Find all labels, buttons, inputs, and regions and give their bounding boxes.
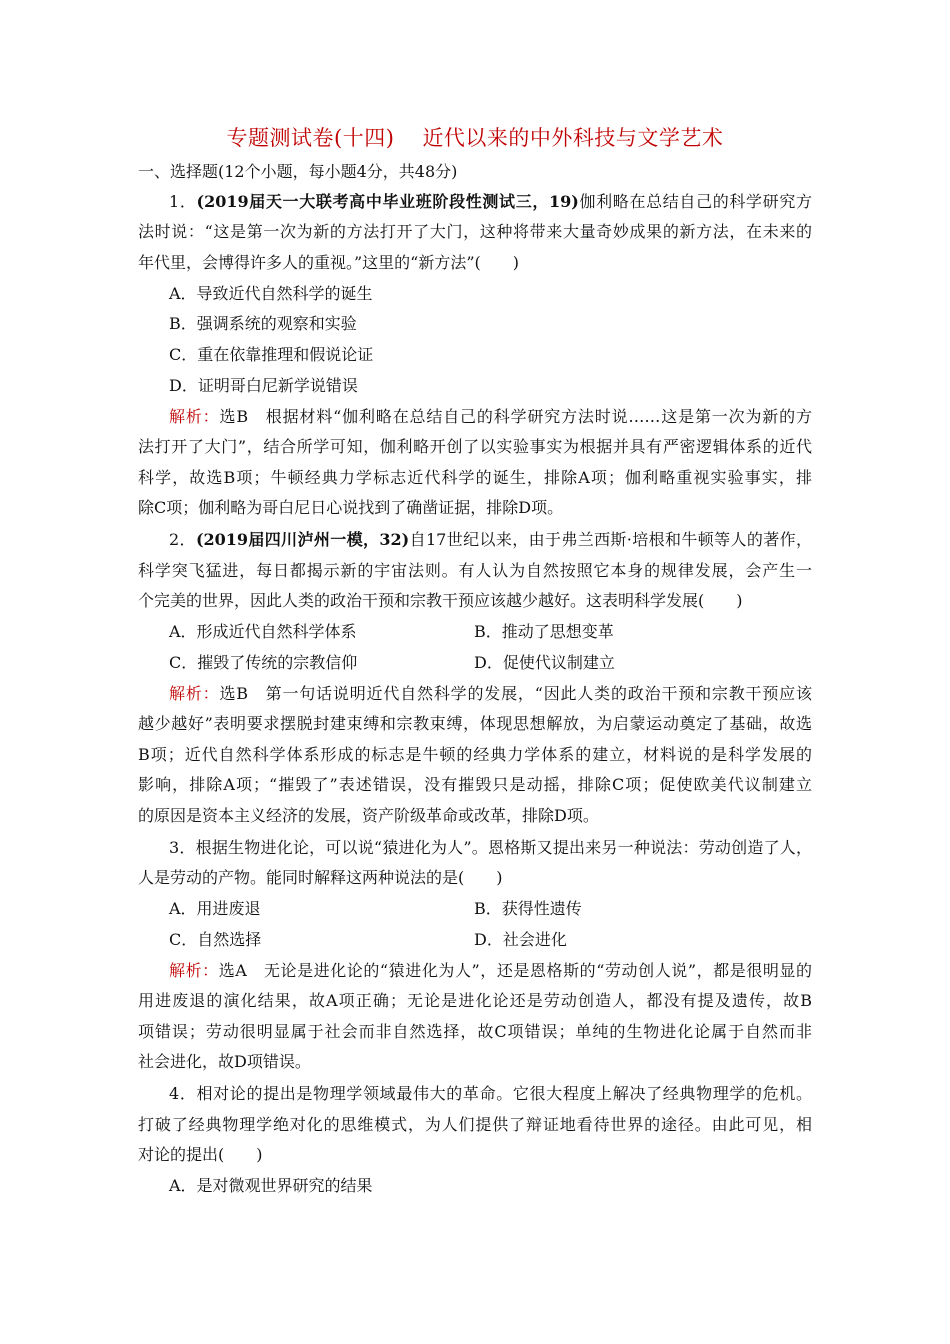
analysis-label: 解析： [169, 684, 220, 703]
q3-option-c: C．自然选择 [169, 930, 262, 949]
page-title [0, 122, 950, 152]
q2-analysis-line-5: 的原因是资本主义经济的发展，资产阶级革命或改革，排除D项。 [138, 806, 599, 825]
q1-option-d: D．证明哥白尼新学说错误 [169, 376, 358, 395]
q1-analysis-line-2: 法打开了大门”，结合所学可知，伽利略开创了以实验事实为根据并具有严密逻辑体系的近代 [138, 437, 812, 456]
q2-option-b: B．推动了思想变革 [474, 622, 614, 641]
q2-option-c: C．摧毁了传统的宗教信仰 [169, 653, 358, 672]
q2-source: (2019届四川泸州一模，32) [195, 530, 410, 549]
q3-option-d: D．社会进化 [474, 930, 567, 949]
q2-analysis-line-3: B项；近代自然科学体系形成的标志是牛顿的经典力学体系的建立，材料说的是科学发展的 [138, 745, 812, 764]
q3-option-a: A．用进废退 [169, 899, 261, 918]
title-main: 专题测试卷(十四) [226, 126, 395, 150]
q3-option-b: B．获得性遗传 [474, 899, 582, 918]
q4-option-a: A．是对微观世界研究的结果 [169, 1176, 373, 1195]
section-header: 一、选择题(12个小题，每小题4分，共48分) [138, 162, 458, 181]
q1-stem-line-3: 年代里，会博得许多人的重视。”这里的“新方法”( ) [138, 253, 520, 272]
q2-option-a: A．形成近代自然科学体系 [169, 622, 357, 641]
q2-stem-line-3: 个完美的世界，因此人类的政治干预和宗教干预应该越少越好。这表明科学发展( ) [138, 591, 743, 610]
q2-stem-line-1: 2．(2019届四川泸州一模，32)自17世纪以来，由于弗兰西斯·培根和牛顿等人的著作， [169, 530, 812, 549]
q1-stem-line-1: 1．(2019届天一大联考高中毕业班阶段性测试三，19)伽利略在总结自己的科学研究方 [169, 192, 812, 211]
q3-analysis-line-3: 项错误；劳动很明显属于社会而非自然选择，故C项错误；单纯的生物进化论属于自然而非 [138, 1022, 812, 1041]
q1-analysis-line-3: 科学，故选B项；牛顿经典力学标志近代科学的诞生，排除A项；伽利略重视实验事实，排 [138, 468, 812, 487]
q3-analysis-line-4: 社会进化，故D项错误。 [138, 1052, 311, 1071]
analysis-label: 解析： [169, 961, 219, 980]
q1-option-c: C．重在依靠推理和假说论证 [169, 345, 374, 364]
title-sub: 近代以来的中外科技与文学艺术 [422, 126, 724, 150]
q3-stem-line-2: 人是劳动的产物。能同时解释这两种说法的是( ) [138, 868, 503, 887]
q3-stem-line-1: 3．根据生物进化论，可以说“猿进化为人”。恩格斯又提出来另一种说法：劳动创造了人， [169, 838, 812, 857]
q4-stem-line-1: 4．相对论的提出是物理学领域最伟大的革命。它很大程度上解决了经典物理学的危机。 [169, 1084, 812, 1103]
q2-analysis-line-2: 越少越好”表明要求摆脱封建束缚和宗教束缚，体现思想解放，为启蒙运动奠定了基础，故选 [138, 714, 812, 733]
analysis-label: 解析： [169, 407, 220, 426]
q1-stem-line-2: 法时说：“这是第一次为新的方法打开了大门，这种将带来大量奇妙成果的新方法，在未来的 [138, 222, 812, 241]
q1-option-b: B．强调系统的观察和实验 [169, 314, 357, 333]
q3-analysis-line-1: 解析：选A 无论是进化论的“猿进化为人”，还是恩格斯的“劳动创人说”，都是很明显的 [169, 961, 812, 980]
q2-stem-line-2: 科学突飞猛进，每日都揭示新的宇宙法则。有人认为自然按照它本身的规律发展，会产生一 [138, 561, 812, 580]
q2-analysis-line-4: 影响，排除A项；“摧毁了”表述错误，没有摧毁只是动摇，排除C项；促使欧美代议制建立 [138, 775, 812, 794]
q1-source: (2019届天一大联考高中毕业班阶段性测试三，19) [196, 192, 579, 211]
q1-analysis-line-1: 解析：选B 根据材料“伽利略在总结自己的科学研究方法时说……这是第一次为新的方 [169, 407, 812, 426]
q1-option-a: A．导致近代自然科学的诞生 [169, 284, 373, 303]
q3-analysis-line-2: 用进废退的演化结果，故A项正确；无论是进化论还是劳动创造人，都没有提及遗传，故B [138, 991, 812, 1010]
q4-stem-line-2: 打破了经典物理学绝对化的思维模式，为人们提供了辩证地看待世界的途径。由此可见，相 [138, 1115, 812, 1134]
q1-analysis-line-4: 除C项；伽利略为哥白尼日心说找到了确凿证据，排除D项。 [138, 498, 564, 517]
q2-option-d: D．促使代议制建立 [474, 653, 615, 672]
q4-stem-line-3: 对论的提出( ) [138, 1145, 263, 1164]
q2-analysis-line-1: 解析：选B 第一句话说明近代自然科学的发展，“因此人类的政治干预和宗教干预应该 [169, 684, 812, 703]
